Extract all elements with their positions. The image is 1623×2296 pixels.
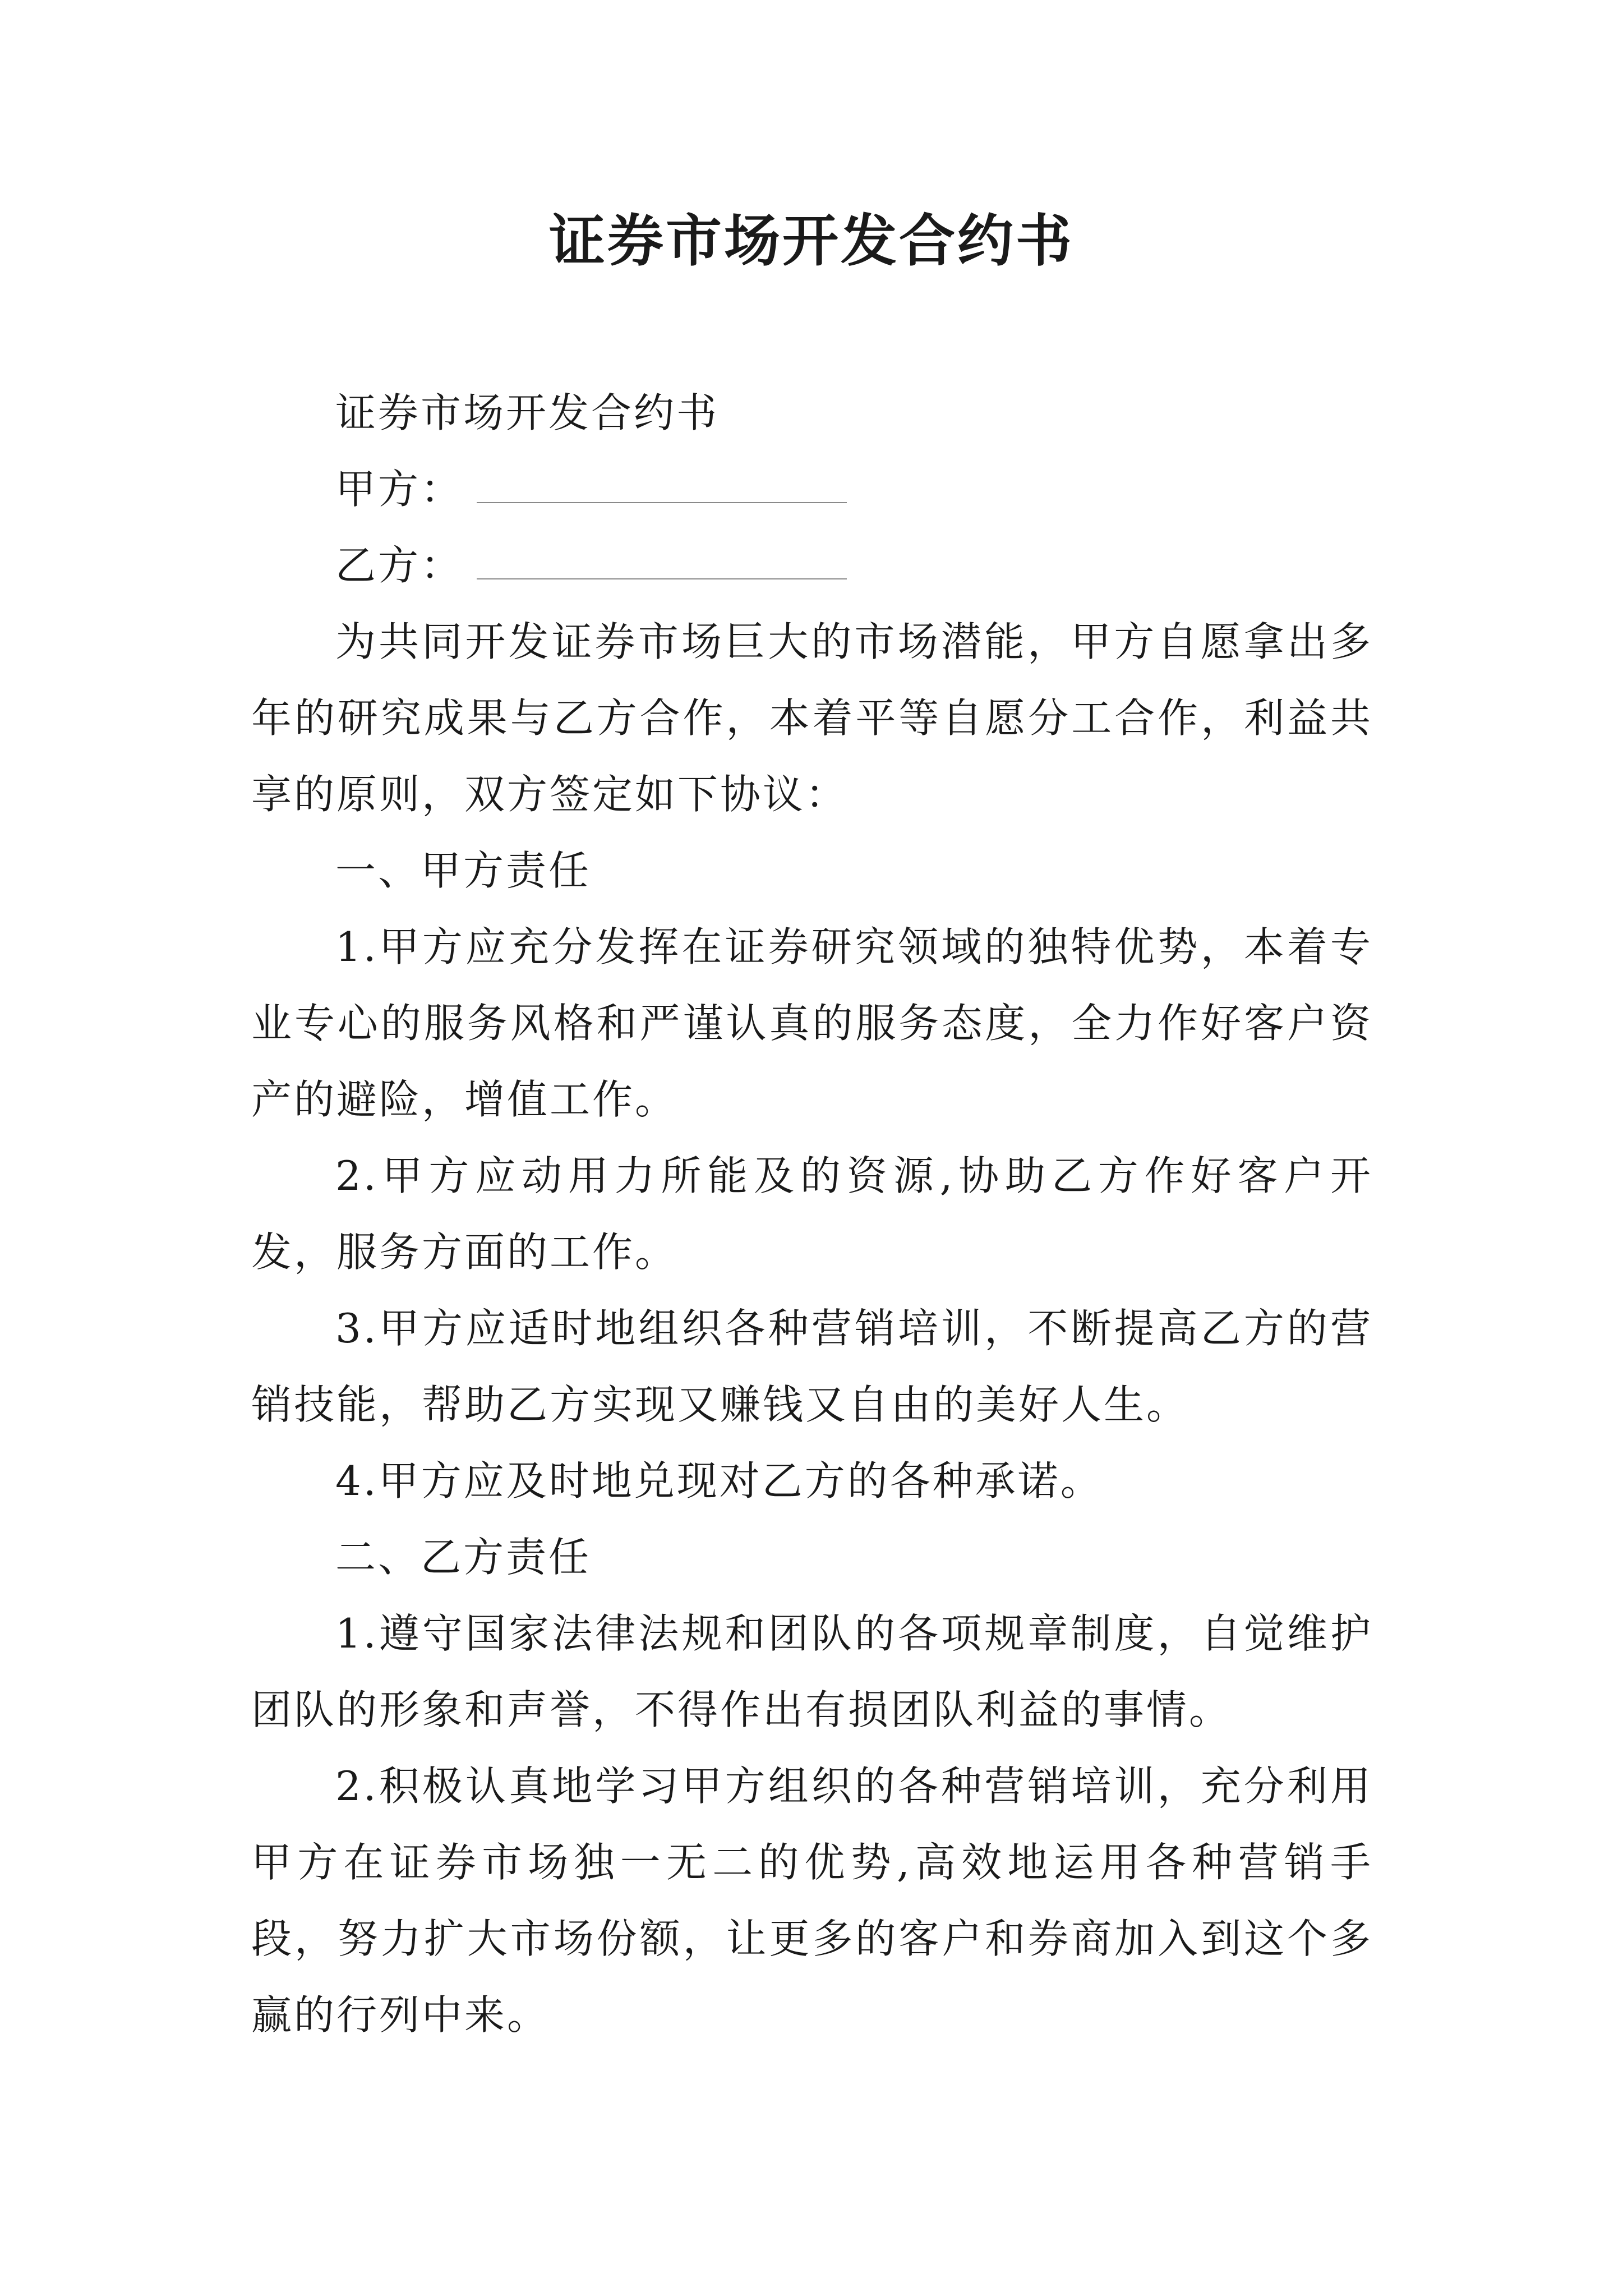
section-a-item-2: 2.甲方应动用力所能及的资源,协助乙方作好客户开发，服务方面的工作。 [251, 1152, 1373, 1276]
section-a-item-3: 3.甲方应适时地组织各种营销培训，不断提高乙方的营销技能，帮助乙方实现又赚钱又自由的美好人生。 [251, 1305, 1373, 1428]
document-body [251, 375, 1373, 2053]
party-a-blank-line [477, 463, 847, 503]
section-a-heading: 一、甲方责任 [335, 847, 592, 894]
party-b-row [251, 527, 1373, 604]
party-a-row [251, 451, 1373, 527]
party-b-label: 乙方： [335, 542, 464, 589]
section-b-item-1: 1.遵守国家法律法规和团队的各项规章制度，自觉维护团队的形象和声誉，不得作出有损团队利益的事情。 [251, 1610, 1373, 1733]
section-b-heading: 二、乙方责任 [335, 1534, 592, 1581]
section-a-item-4: 4.甲方应及时地兑现对乙方的各种承诺。 [335, 1457, 1103, 1504]
document-title: 证券市场开发合约书 [549, 208, 1074, 274]
preamble-paragraph: 为共同开发证券市场巨大的市场潜能，甲方自愿拿出多年的研究成果与乙方合作，本着平等自愿分工合作，利益共享的原则，双方签定如下协议： [251, 618, 1373, 818]
document-subtitle: 证券市场开发合约书 [335, 389, 720, 436]
section-a-item-1: 1.甲方应充分发挥在证券研究领域的独特优势，本着专业专心的服务风格和严谨认真的服务态度，全力作好客户资产的避险，增值工作。 [251, 923, 1373, 1123]
party-b-blank-line [477, 539, 847, 579]
section-b-item-2: 2.积极认真地学习甲方组织的各种营销培训，充分利用甲方在证券市场独一无二的优势,高效地运用各种营销手段，努力扩大市场份额，让更多的客户和券商加入到这个多赢的行列中来。 [251, 1763, 1373, 2039]
party-a-label: 甲方： [335, 466, 464, 513]
